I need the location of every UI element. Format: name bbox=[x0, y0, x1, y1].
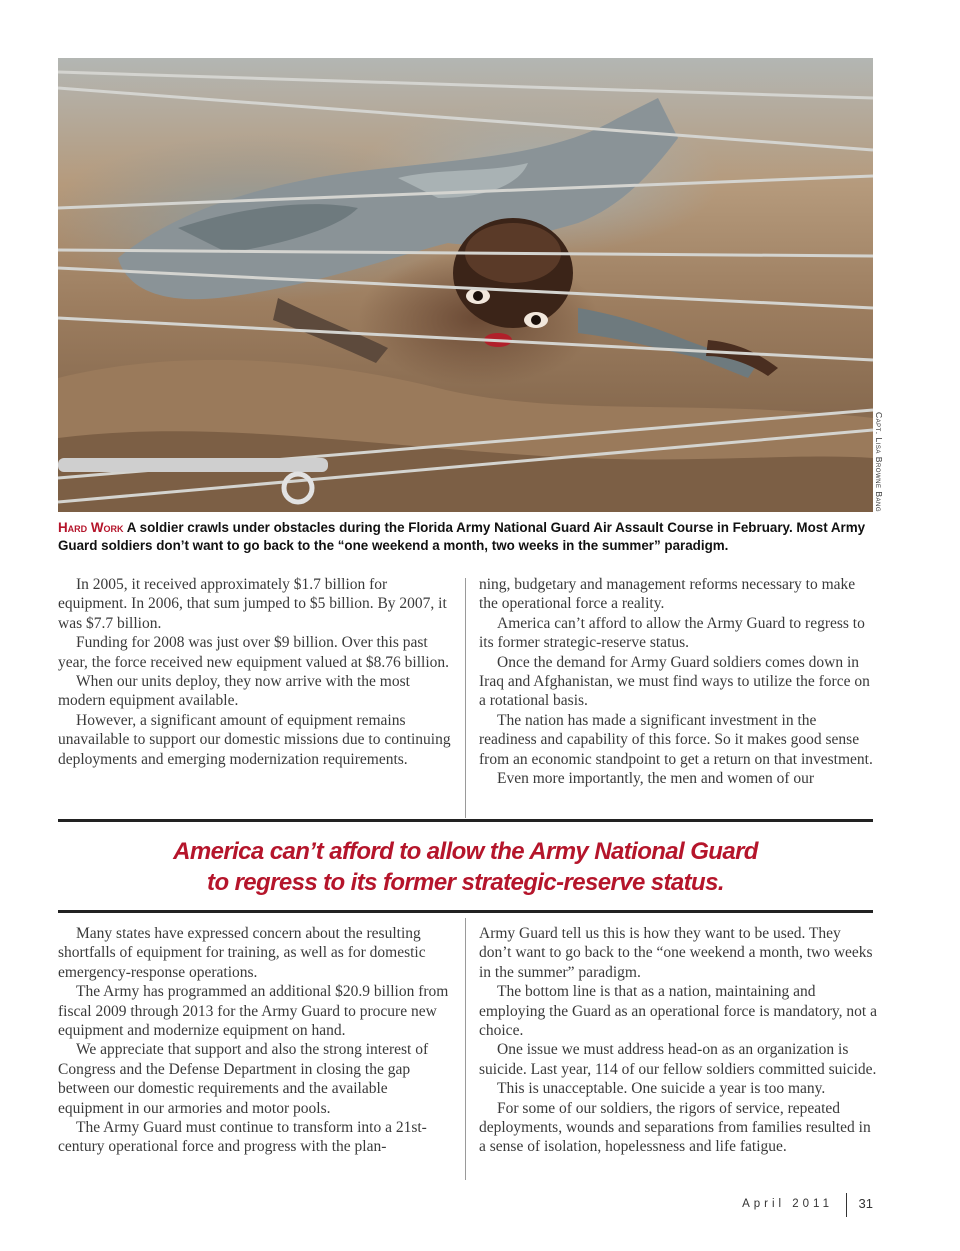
paragraph: The Army Guard must continue to transform into a 21st-century operational force and progress with the plan- bbox=[58, 1119, 427, 1156]
paragraph: Once the demand for Army Guard soldiers comes down in Iraq and Afghanistan, we must find ways to utilize the force on a rotational basis. bbox=[479, 653, 870, 710]
upper-left-column bbox=[58, 575, 456, 769]
pull-quote-line: America can’t afford to allow the Army National Guard bbox=[173, 838, 758, 865]
lower-right-column bbox=[479, 924, 877, 1157]
paragraph: America can’t afford to allow the Army Guard to regress to its former strategic-reserve status. bbox=[479, 614, 865, 652]
page-footer bbox=[700, 1195, 873, 1217]
paragraph: One issue we must address head-on as an organization is suicide. Last year, 114 of our fellow soldiers committed suicide. bbox=[479, 1041, 877, 1078]
pull-quote-line: to regress to its former strategic-reserve status. bbox=[207, 869, 724, 896]
paragraph: For some of our soldiers, the rigors of service, repeated deployments, wounds and separations from families resulted in a sense of isolation, hopelessness and life fatigue. bbox=[479, 1099, 871, 1156]
column-divider bbox=[465, 918, 466, 1180]
pullquote-rule-top bbox=[58, 819, 873, 822]
paragraph: Funding for 2008 was just over $9 billion. Over this past year, the force received new equipment valued at $8.76 billion. bbox=[58, 634, 450, 671]
paragraph: In 2005, it received approximately $1.7 billion for equipment. In 2006, that sum jumped to $5 billion. By 2007, it was $7.7 billion. bbox=[58, 576, 447, 632]
lower-left-column bbox=[58, 924, 456, 1157]
paragraph: ning, budgetary and management reforms necessary to make the operational force a reality. bbox=[479, 576, 856, 613]
paragraph: The Army has programmed an additional $20.9 billion from fiscal 2009 through 2013 for the Army Guard to procure new equipment and modernize equipment on hand. bbox=[58, 983, 449, 1040]
paragraph: However, a significant amount of equipment remains unavailable to support our domestic missions due to continuing deployments and emerging modernization requirements. bbox=[58, 711, 451, 768]
hero-photo bbox=[58, 58, 873, 512]
paragraph: Many states have expressed concern about the resulting shortfalls of equipment for training, as well as for domestic emergency-response operations. bbox=[58, 925, 426, 981]
photo-credit: Capt. Lisa Browne Bang bbox=[874, 412, 884, 512]
paragraph: Army Guard tell us this is how they want to be used. They don’t want to go back to the “one weekend a month, two weeks in the summer” paradigm. bbox=[479, 925, 873, 981]
pullquote-rule-bottom bbox=[58, 910, 873, 913]
paragraph: This is unacceptable. One suicide a year is too many. bbox=[497, 1080, 826, 1098]
photo-illustration bbox=[58, 58, 873, 512]
column-divider bbox=[465, 578, 466, 818]
paragraph: The bottom line is that as a nation, maintaining and employing the Guard as an operational force is mandatory, not a choice. bbox=[479, 983, 877, 1040]
paragraph: Even more importantly, the men and women of our bbox=[497, 770, 815, 788]
paragraph: We appreciate that support and also the strong interest of Congress and the Defense Department in closing the gap between our domestic requirements and the available equipment in our armories and motor pools. bbox=[58, 1041, 429, 1117]
paragraph: When our units deploy, they now arrive with the most modern equipment available. bbox=[58, 673, 410, 710]
pull-quote bbox=[58, 836, 873, 898]
paragraph: The nation has made a significant investment in the readiness and capability of this force. So it makes good sense from an economic standpoint to get a return on that investment. bbox=[479, 711, 873, 768]
page-number: 31 bbox=[858, 1196, 873, 1211]
caption-text: A soldier crawls under obstacles during the Florida Army National Guard Air Assault Course in February. Most Army Guard soldiers don’t want to go back to the “one weekend a month, two weeks in the summer” paradigm. bbox=[58, 520, 866, 553]
caption-lead: Hard Work bbox=[58, 520, 124, 535]
upper-right-column bbox=[479, 575, 877, 788]
issue-date: April 2011 bbox=[742, 1198, 833, 1210]
photo-caption bbox=[58, 519, 873, 555]
footer-divider bbox=[846, 1193, 847, 1217]
